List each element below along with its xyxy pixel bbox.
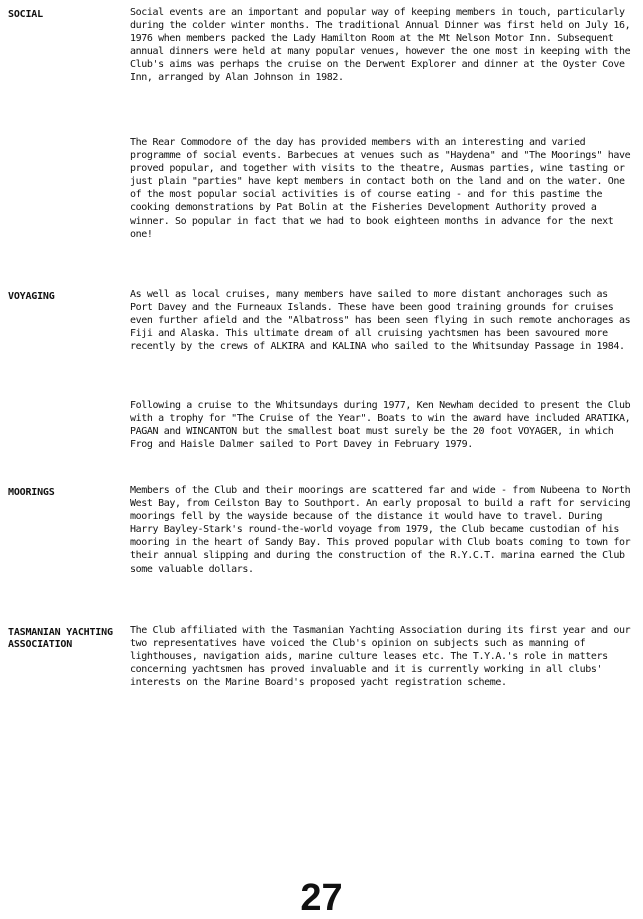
section-heading: TASMANIAN YACHTING ASSOCIATION xyxy=(8,627,113,650)
section-paragraph: The Club affiliated with the Tasmanian Yachting Association during its first year and our two representatives have voiced the Club's opinion on subjects such as manning of lighthouses, navigation aids, marine culture leases etc. The T.Y.A.'s role in matters concerning yachtsmen has proved invaluable and it is currently working in all clubs' interests on the Marine Board's proposed yacht registration scheme. xyxy=(130,625,631,689)
section-paragraph: Following a cruise to the Whitsundays during 1977, Ken Newham decided to present the Club with a trophy for "The Cruise of the Year". Boats to win the award have included ARATIKA, PAGAN and WINCANTON but the smallest boat must surely be the 20 foot VOYAGER, in which Frog and Haisle Dalmer sailed to Port Davey in February 1979. xyxy=(130,400,631,451)
section-paragraph: The Rear Commodore of the day has provided members with an interesting and varied programme of social events. Barbecues at venues such as "Haydena" and "The Moorings" have proved popular, and together with visits to the theatre, Ausmas parties, wine tasting or just plain "parties" have kept members in contact both on the land and on the water. One of the most popular social activities is of course eating - and for this pastime the cooking demonstrations by Pat Bolin at the Fisheries Development Authority proved a winner. So popular in fact that we had to book eighteen months in advance for the next one! xyxy=(130,137,631,240)
page-number: 27 xyxy=(300,877,343,919)
section-paragraph: As well as local cruises, many members have sailed to more distant anchorages such as Port Davey and the Furneaux Islands. These have been good training grounds for cruises even further afield and the "Albatross" has been seen flying in such remote anchorages as Fiji and Alaska. This ultimate dream of all cruising yachtsmen has been savoured more recently by the crews of ALKIRA and KALINA who sailed to the Whitsunday Passage in 1984. xyxy=(130,289,631,353)
section-heading: VOYAGING xyxy=(8,291,55,302)
section-paragraph: Members of the Club and their moorings are scattered far and wide - from Nubeena to North West Bay, from Ceilston Bay to Southport. An early proposal to build a raft for servicing moorings fell by the wayside because of the distance it would have to travel. During Harry Bayley-Stark's round-the-world voyage from 1979, the Club became custodian of his mooring in the heart of Sandy Bay. This proved popular with Club boats coming to town for their annual slipping and during the construction of the R.Y.C.T. marina earned the Club some valuable dollars. xyxy=(130,485,631,575)
section-heading: MOORINGS xyxy=(8,487,55,498)
section-heading: SOCIAL xyxy=(8,9,43,20)
section-paragraph: Social events are an important and popular way of keeping members in touch, particularly during the colder winter months. The traditional Annual Dinner was first held on July 16, 1976 when members packed the Lady Hamilton Room at the Mt Nelson Motor Inn. Subsequent annual dinners were held at many popular venues, however the one most in keeping with the Club's aims was perhaps the cruise on the Derwent Explorer and dinner at the Oyster Cove Inn, arranged by Alan Johnson in 1982. xyxy=(130,7,631,84)
